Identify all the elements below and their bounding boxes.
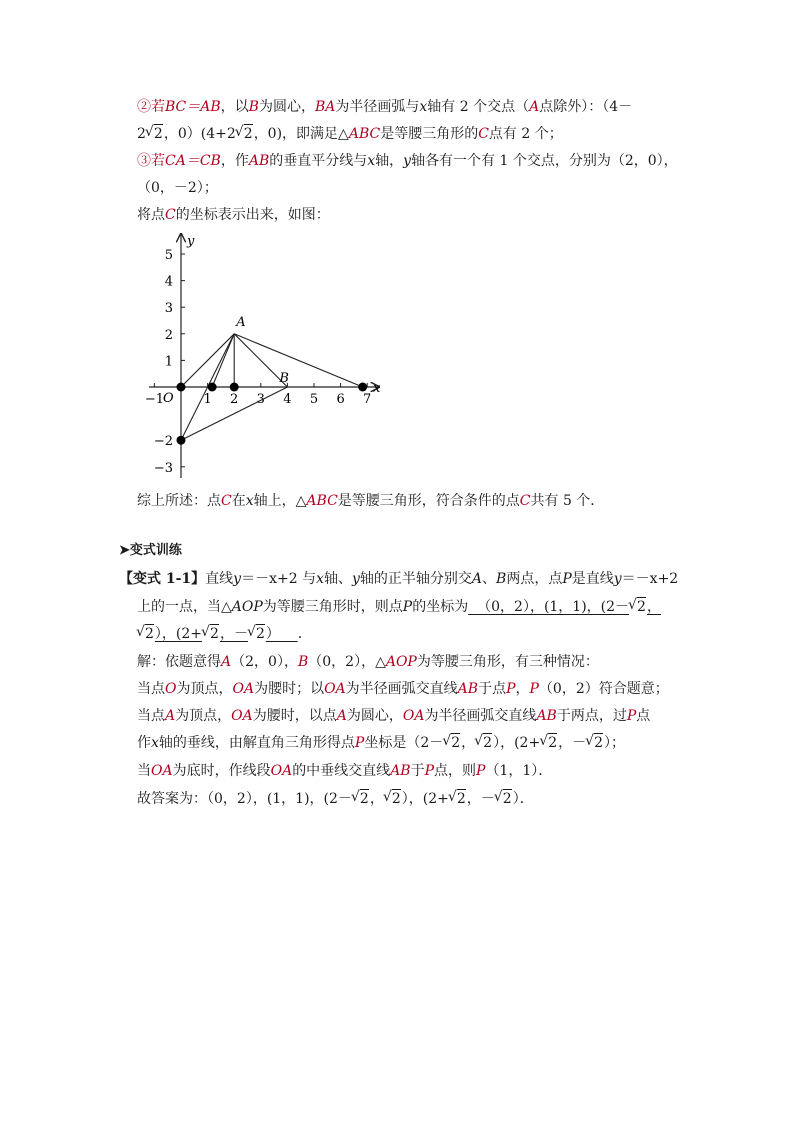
point-c — [358, 383, 367, 392]
point-c — [230, 383, 239, 392]
x-tick-label: −1 — [144, 392, 164, 407]
x-tick-label: 5 — [309, 392, 319, 407]
solution-line3: 当点A为顶点，OA为腰时，以点A为圆心，OA为半径画弧交直线AB于两点，过P点 — [137, 708, 651, 724]
y-tick-label: 4 — [164, 274, 173, 290]
point-c — [177, 383, 186, 392]
sqrt: √ 2 — [475, 733, 492, 753]
x-tick-label: 6 — [336, 392, 345, 407]
point-label-b: B — [279, 371, 289, 386]
x-tick-label: 1 — [203, 392, 212, 407]
x-tick-label: 3 — [256, 392, 265, 407]
case2-line2: 2√ 2，0）(4+2√ 2，0)，即满足△ABC是等腰三角形的C点有 2 个； — [137, 124, 563, 144]
sqrt: √ 2 — [202, 624, 219, 644]
solution-line5: 当OA为底时，作线段OA的中垂线交直线AB于P点，则P（1，1）． — [137, 763, 553, 779]
section-heading: ➤变式训练 — [119, 543, 182, 558]
point-label-a: A — [236, 314, 246, 330]
solution-line1: 解：依题意得A（2，0），B（0，2），△AOP为等腰三角形，有三种情况： — [137, 654, 599, 670]
sqrt: √ 2 — [443, 733, 460, 753]
triangle-segment — [212, 334, 234, 387]
case3-line2: （0，－2）； — [137, 180, 218, 196]
x-tick-label: 2 — [230, 392, 239, 407]
case3-line1: ③若CA＝CB，作AB的垂直平分线与x轴，y轴各有一个有 1 个交点，分别为（2，0）， — [137, 153, 678, 169]
point-c — [177, 436, 186, 445]
variant-line1: 【变式 1-1】直线y＝－x+2 与x轴、y轴的正半轴分别交A、B两点，点P是直线y＝－x+2 — [119, 571, 679, 587]
y-tick-label: 2 — [164, 327, 173, 343]
case2-line1: ②若BC＝AB，以B为圆心，BA为半径画弧与x轴有 2 个交点（A点除外）：（4－ — [137, 99, 633, 115]
circled-number-3: ③ — [137, 153, 151, 169]
y-axis-label: y — [187, 234, 195, 249]
point-c — [208, 383, 217, 392]
arrow-icon: ➤ — [119, 543, 130, 558]
answer-blank-cont: √ 2），(2+√ 2，－√ 2） — [137, 626, 298, 642]
sqrt: √ 2 — [495, 789, 512, 809]
coordinate-figure — [135, 230, 395, 480]
y-tick-label: −2 — [153, 434, 173, 450]
x-tick-label: 7 — [363, 392, 372, 407]
y-tick-label: 5 — [164, 248, 173, 263]
sqrt: √ 2 — [236, 124, 253, 144]
x-tick-label: 4 — [283, 392, 292, 407]
y-tick-label: 1 — [164, 354, 173, 370]
sqrt: √ 2 — [449, 789, 466, 809]
sqrt: √ 2 — [248, 624, 265, 644]
y-tick-label: −3 — [153, 460, 173, 476]
circled-number-2: ② — [137, 99, 151, 115]
sqrt: √ 2 — [586, 733, 603, 753]
summary-line: 综上所述：点C在x轴上，△ABC是等腰三角形，符合条件的点C共有 5 个． — [137, 493, 605, 509]
sqrt: √ 2 — [352, 789, 369, 809]
y-tick-label: 3 — [164, 301, 173, 317]
variant-label: 【变式 1-1】 — [119, 571, 206, 587]
sqrt: √ 2 — [540, 733, 557, 753]
answer-blank: （0，2），(1，1)，(2－√ 2， — [468, 599, 661, 615]
triangle-segment — [234, 334, 362, 387]
sqrt: √ 2 — [146, 124, 163, 144]
sqrt: √ 2 — [384, 789, 401, 809]
intro-line: 将点C的坐标表示出来，如图： — [137, 207, 330, 223]
solution-line4: 作x轴的垂线，由解直角三角形得点P坐标是（2－√ 2，√ 2），(2+√ 2，－√ 2）； — [137, 733, 625, 753]
sqrt: √ 2 — [629, 597, 646, 617]
triangle-segment — [181, 334, 234, 387]
solution-line2: 当点O为顶点，OA为腰时；以OA为半径画弧交直线AB于点P，P（0，2）符合题意； — [137, 681, 669, 697]
variant-line3: √ 2），(2+√ 2，－√ 2） ． — [137, 624, 312, 644]
x-axis-label: x — [373, 381, 381, 396]
solution-line6: 故答案为：（0，2），(1，1)，(2－√ 2，√ 2），(2+√ 2，－√ 2）． — [137, 789, 534, 809]
variant-line2: 上的一点，当△AOP为等腰三角形时，则点P的坐标为 （0，2），(1，1)，(2－√ 2， — [137, 597, 661, 617]
origin-label: O — [163, 391, 174, 406]
sqrt: √ 2 — [137, 624, 154, 644]
